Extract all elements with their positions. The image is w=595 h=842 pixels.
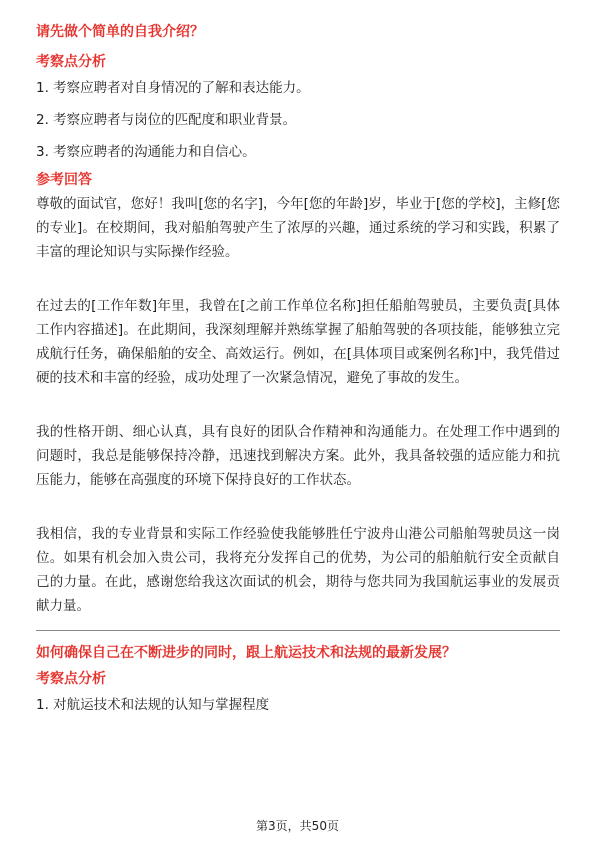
page-number: 第3页，共50页 xyxy=(256,819,339,833)
section-divider xyxy=(36,630,560,631)
answer-heading: 参考回答 xyxy=(36,172,92,188)
analysis-heading: 考察点分析 xyxy=(36,671,106,687)
analysis-list xyxy=(36,78,560,162)
analysis-item: 3. 考察应聘者的沟通能力和自信心。 xyxy=(36,144,256,160)
answer-paragraph: 我相信，我的专业背景和实际工作经验使我能够胜任宁波舟山港公司船舶驾驶员这一岗位。如果有机会加入贵公司，我将充分发挥自己的优势，为公司的船舶航行安全贡献自己的力量。在此，感谢您给我这次面试的机会，期待与您共同为我国航运事业的发展贡献力量。 xyxy=(36,526,560,614)
analysis-list xyxy=(36,695,560,715)
analysis-item: 1. 对航运技术和法规的认知与掌握程度 xyxy=(36,697,270,713)
answer-paragraph: 尊敬的面试官，您好！我叫[您的名字]，今年[您的年龄]岁，毕业于[您的学校]，主修[您的专业]。在校期间，我对船舶驾驶产生了浓厚的兴趣，通过系统的学习和实践，积累了丰富的理论知识与实际操作经验。 xyxy=(36,196,560,260)
question-title: 请先做个简单的自我介绍？ xyxy=(36,24,204,40)
question-title: 如何确保自己在不断进步的同时，跟上航运技术和法规的最新发展？ xyxy=(36,645,456,661)
answer-paragraph: 我的性格开朗、细心认真，具有良好的团队合作精神和沟通能力。在处理工作中遇到的问题时，我总是能够保持冷静，迅速找到解决方案。此外，我具备较强的适应能力和抗压能力，能够在高强度的环境下保持良好的工作状态。 xyxy=(36,424,560,488)
analysis-heading: 考察点分析 xyxy=(36,54,106,70)
analysis-item: 1. 考察应聘者对自身情况的了解和表达能力。 xyxy=(36,80,310,96)
analysis-item: 2. 考察应聘者与岗位的匹配度和职业背景。 xyxy=(36,112,297,128)
document-page xyxy=(36,22,560,727)
answer-paragraph: 在过去的[工作年数]年里，我曾在[之前工作单位名称]担任船舶驾驶员，主要负责[具体工作内容描述]。在此期间，我深刻理解并熟练掌握了船舶驾驶的各项技能，能够独立完成航行任务，确保船舶的安全、高效运行。例如，在[具体项目或案例名称]中，我凭借过硬的技术和丰富的经验，成功处理了一次紧急情况，避免了事故的发生。 xyxy=(36,298,560,386)
